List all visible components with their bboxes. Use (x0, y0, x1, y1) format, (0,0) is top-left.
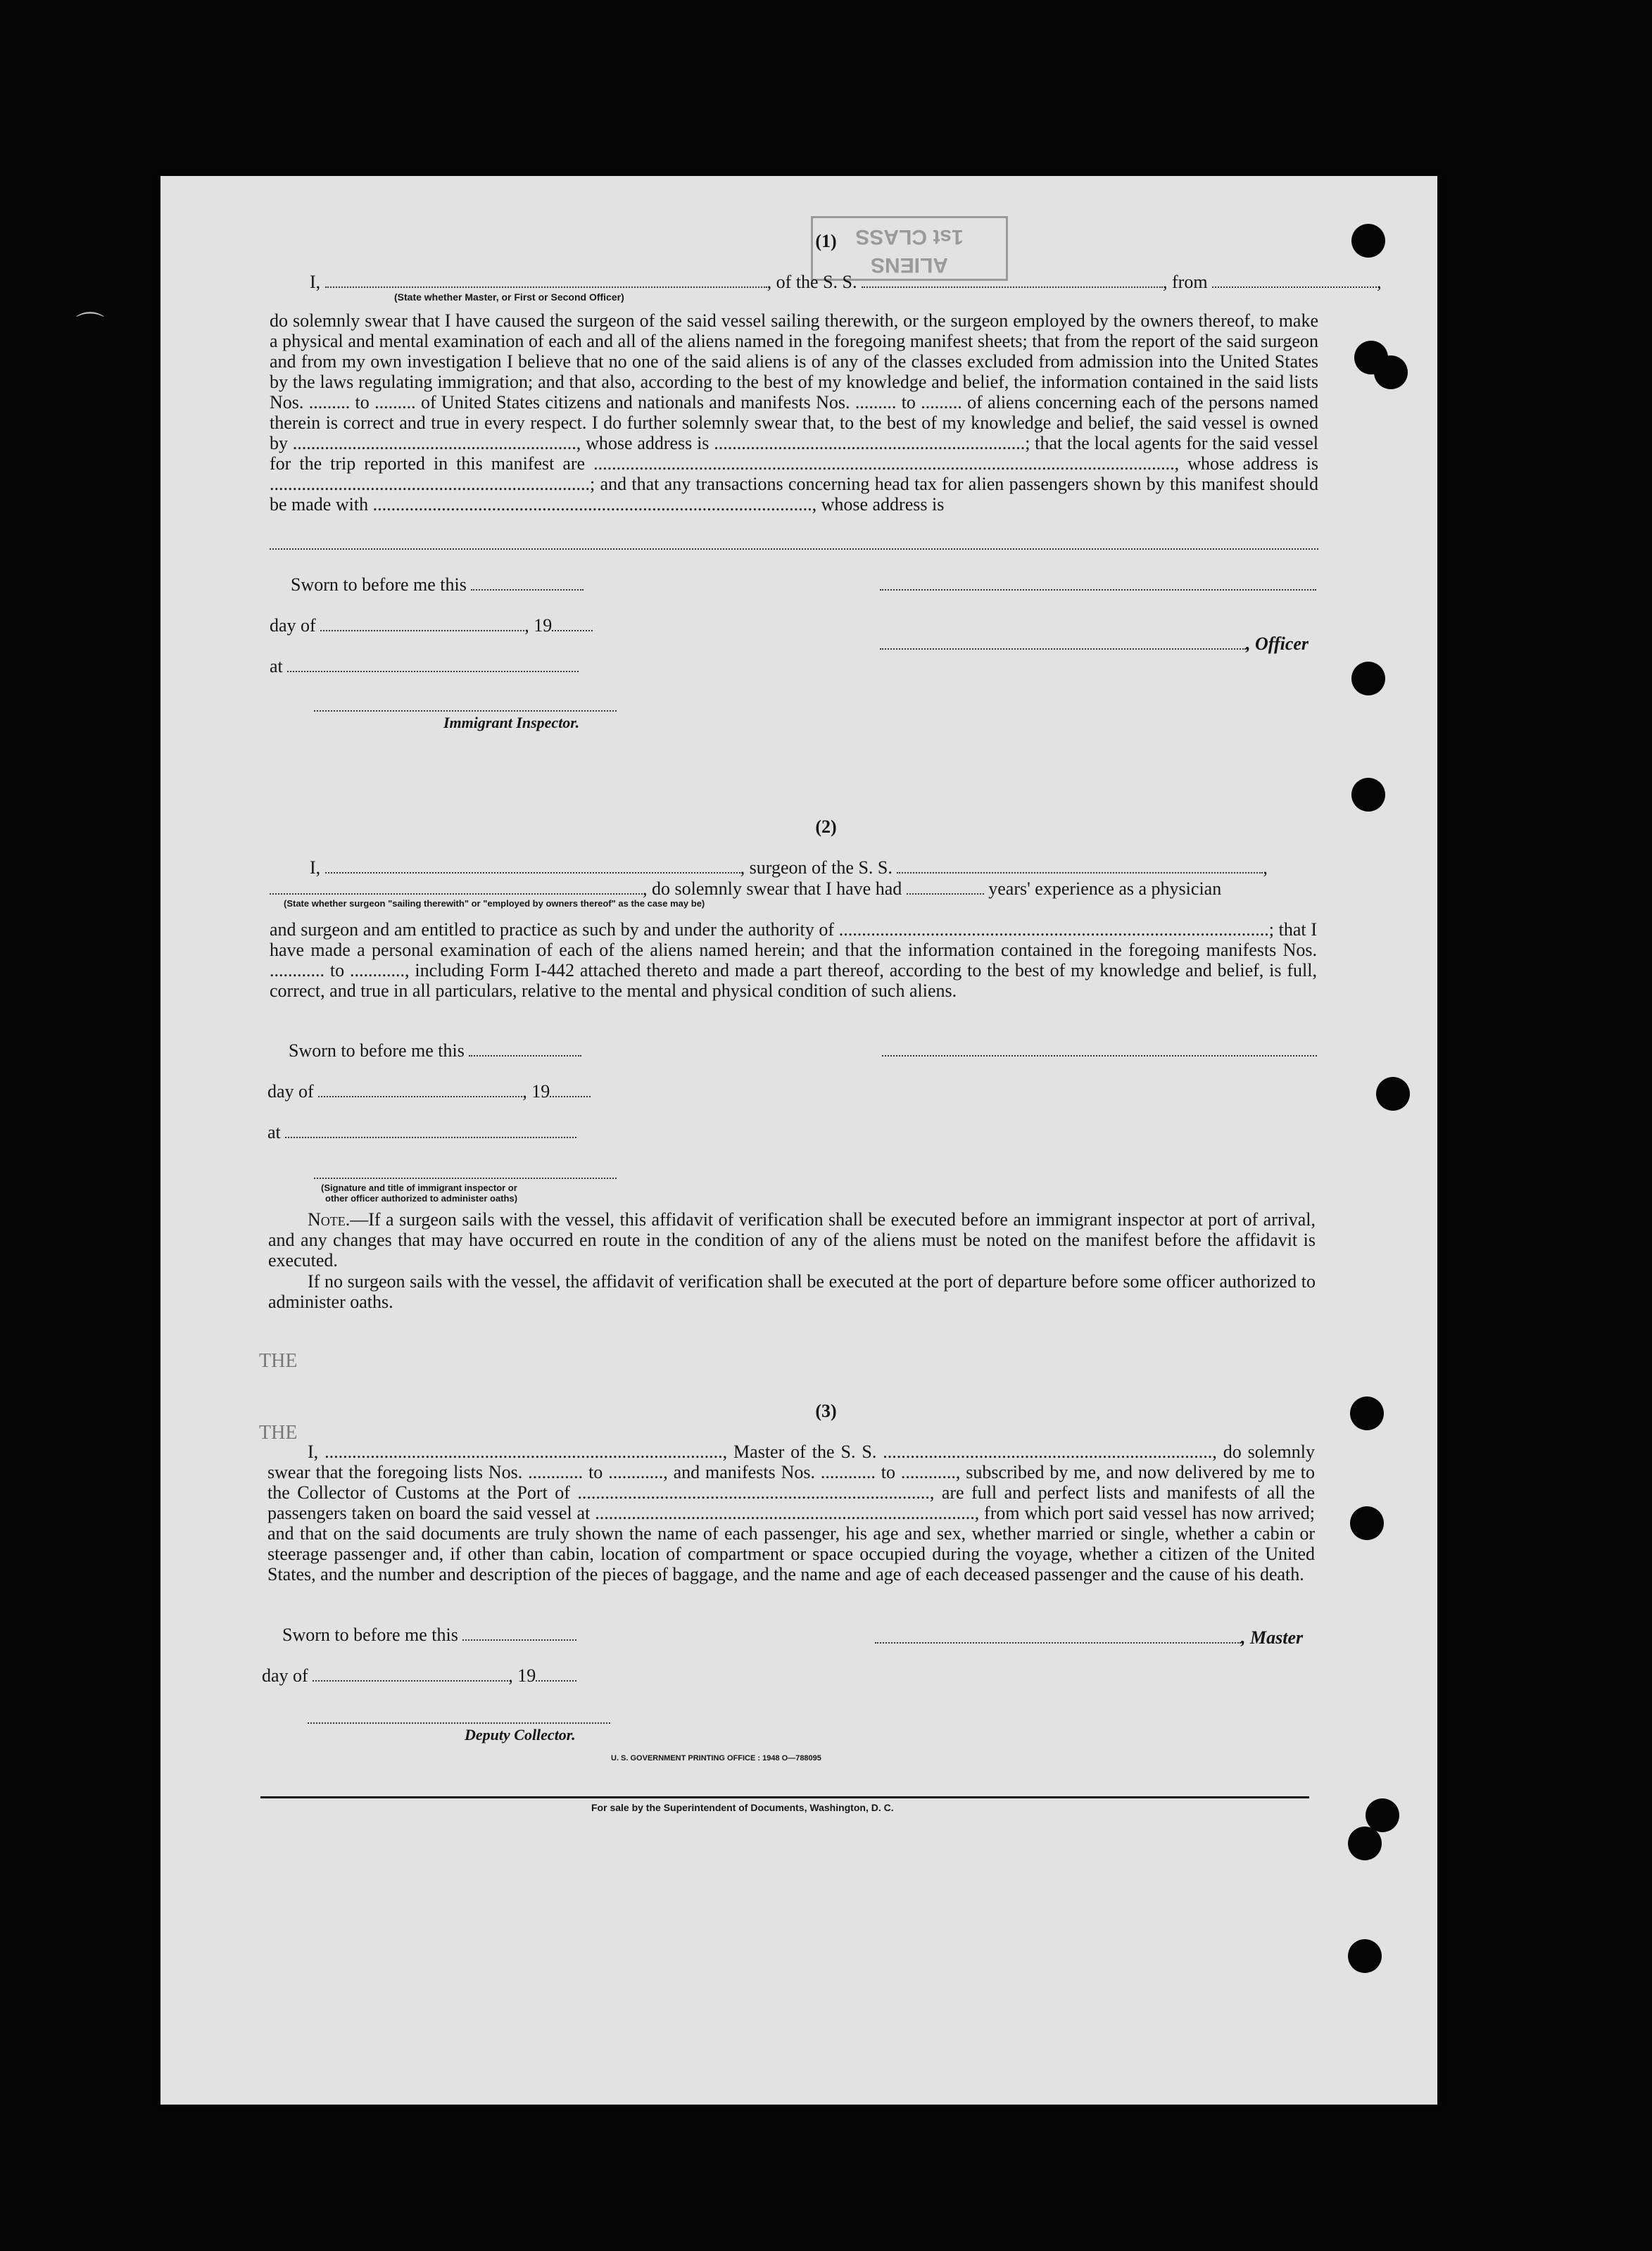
s3-sworn: Sworn to before me this (282, 1625, 576, 1646)
punch-hole (1348, 1939, 1382, 1973)
s1-signature-line (880, 588, 1316, 591)
printing-office: U. S. GOVERNMENT PRINTING OFFICE : 1948 O—788095 (611, 1754, 821, 1763)
s1-line-i: I, , of the S. S. , from , (310, 272, 1382, 292)
s3-day-of: day of , 19 (262, 1665, 576, 1686)
s1-body: do solemnly swear that I have caused the surgeon of the said vessel sailing therewith, or the surgeon employed by the owners thereof, to make a physical and mental examination of each and all of the aliens named in the foregoing manifest sheets; that from the report of the said surgeon and from my own investigation I believe that no one of the said aliens is of any of the classes excluded from admission into the United States by the laws regulating immigration; and that also, according to the best of my knowledge and belief, the information contained in the said lists Nos. ......... to ......... of United States citizens and nationals and manifests Nos. ......... to ......... of aliens concerning each of the persons named therein is correct and true in every respect. I do further solemnly swear that, to the best of my knowledge and belief, the said vessel is owned by .............................................................., whose address is ....................................................................; that the local agents for the said vessel for the trip reported in this manifest are ..............................................................................................................................., whose address is ......................................................................; and that any transactions concerning head tax for alien passengers shown by this manifest should be made with ................................................................................................, whose address is (270, 310, 1318, 515)
s1-officer: , Officer (880, 633, 1309, 655)
s2-note-surgeon: (State whether surgeon "sailing therewith" or "employed by owners thereof" as the case may be) (284, 898, 705, 909)
bleed-mark: THE (259, 1422, 298, 1444)
s2-note-2: If no surgeon sails with the vessel, the affidavit of verification shall be executed at the port of departure before some officer authorized to administer oaths. (268, 1271, 1316, 1312)
bleed-mark: THE (259, 1350, 298, 1372)
s2-body: and surgeon and am entitled to practice as such by and under the authority of ..............................................................................................; that I have made a personal examination of each of the aliens named herein; and that the information contained in the foregoing manifests Nos. ............ to ............, including Form I-442 attached thereto and made a part thereof, according to the best of my knowledge and belief, is full, correct, and true in all particulars, relative to the mental and physical condition of such aliens. (270, 919, 1317, 1001)
punch-hole (1376, 1077, 1410, 1111)
s1-sworn: Sworn to before me this (291, 574, 584, 595)
section-3-number: (3) (815, 1401, 837, 1421)
s1-note-master: (State whether Master, or First or Second Officer) (394, 291, 624, 303)
s2-signature-line (882, 1054, 1317, 1057)
margin-mark: ⌒ (76, 310, 104, 342)
s2-sworn: Sworn to before me this (289, 1040, 581, 1061)
punch-hole (1374, 355, 1408, 389)
s2-sig-note-2: other officer authorized to administer oaths) (325, 1193, 518, 1204)
s2-at: at (267, 1122, 576, 1143)
punch-hole (1351, 662, 1385, 695)
s2-sig-note-1: (Signature and title of immigrant inspector or (321, 1183, 517, 1193)
punch-hole (1351, 778, 1385, 812)
s2-line-swear: , do solemnly swear that I have had years' experience as a physician (270, 878, 1221, 900)
punch-hole (1348, 1827, 1382, 1860)
sale-note: For sale by the Superintendent of Documents, Washington, D. C. (591, 1802, 894, 1813)
s1-day-of: day of , 19 (270, 615, 593, 636)
s3-body: I, ......................................................................................., Master of the S. S. ........................................................................, do solemnly swear that the foregoing lists Nos. ............ to ............, and manifests Nos. ............ to ............, subscribed by me, and now delivered by me to the Collector of Customs at the Port of ............................................................................., are full and perfect lists and manifests of all the passengers taken on board the said vessel at ..................................................................................., from which port said vessel has now arrived; and that on the said documents are truly shown the name of each passenger, his age and sex, whether married or single, whether a cabin or steerage passenger and, if other than cabin, location of compartment or space occupied during the voyage, whether a citizen of the United States, and the number and description of the pieces of baggage, and the name and age of each deceased passenger and the cause of his death. (267, 1442, 1315, 1584)
s3-collector-line (308, 1722, 610, 1724)
s1-address-line (270, 548, 1318, 550)
s2-line-i: I, , surgeon of the S. S. , (310, 857, 1268, 878)
s2-inspector-line (314, 1177, 617, 1179)
s1-inspector-line (314, 710, 617, 712)
section-2-number: (2) (815, 816, 837, 837)
s2-note-1: Note.—If a surgeon sails with the vessel, this affidavit of verification shall be executed before an immigrant inspector at port of arrival, and any changes that may have occurred en route in the condition of any of the aliens must be noted on the manifest before the affidavit is executed. (268, 1209, 1316, 1270)
s3-deputy: Deputy Collector. (465, 1726, 576, 1744)
footer-rule (260, 1796, 1309, 1798)
s2-day-of: day of , 19 (267, 1081, 591, 1102)
section-1-number: (1) (815, 231, 837, 251)
s1-at: at (270, 656, 579, 677)
aliens-stamp: ALIENS 1st CLASS (811, 216, 1008, 281)
s3-master: , Master (875, 1627, 1303, 1648)
punch-hole (1350, 1506, 1384, 1540)
s1-inspector: Immigrant Inspector. (443, 714, 580, 731)
